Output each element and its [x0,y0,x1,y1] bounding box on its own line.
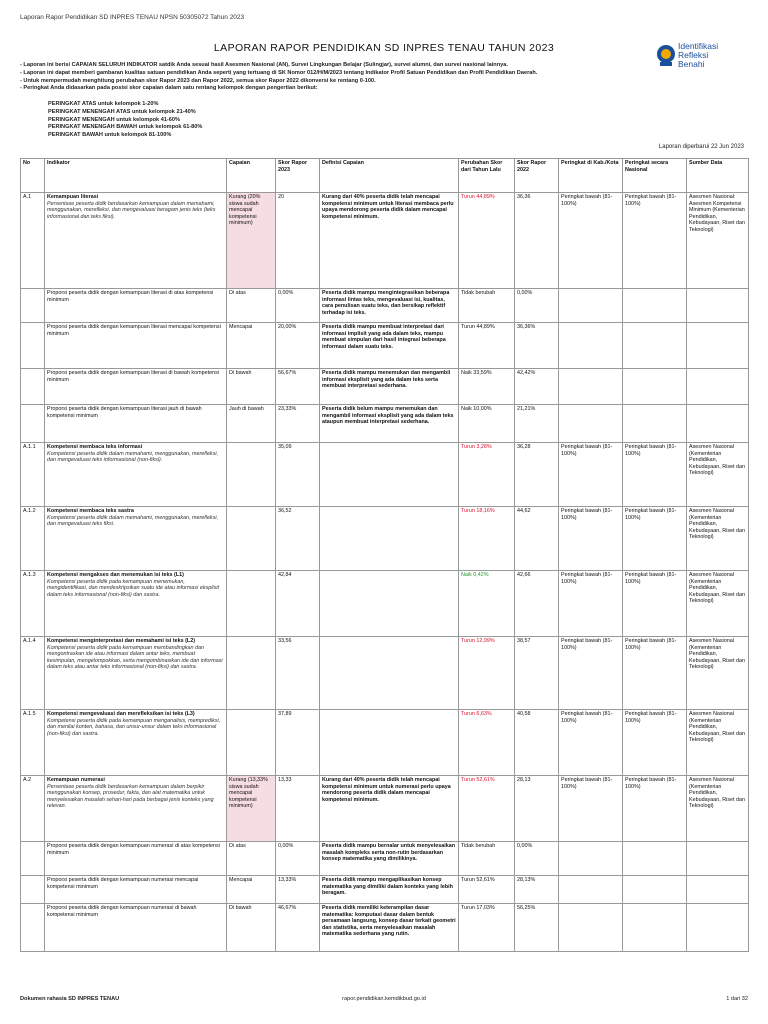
header-capaian: Capaian [227,159,276,193]
cell-peringkat-kab [559,289,623,323]
logo-word-3: Benahi [678,59,705,69]
table-row [21,289,749,323]
cell-skor-2023: 23,33% [276,405,320,443]
table-row [21,710,749,776]
cell-skor-2023: 36,52 [276,507,320,571]
ranking-level: PERINGKAT MENENGAH ATAS untuk kelompok 21-40% [48,108,196,115]
footer-site [0,996,768,1002]
cell-peringkat-kab [559,323,623,369]
footer-left-text: Dokumen rahasia SD INPRES TENAU [20,996,120,1002]
cell-perubahan: Turun 17,03% [459,904,515,952]
header-perubahan: Perubahan Skor dari Tahun Lalu [459,159,515,193]
indicator-title: Proporsi peserta didik dengan kemampuan literasi di atas kompetensi minimum [47,290,214,303]
cell-skor-2022: 36,36% [515,323,559,369]
intro-note: - Peringkat Anda didasarkan pada posisi skor capaian dalam satu rentang kelompok dengan pengertian berikut: [20,85,318,92]
header-no: No [21,159,45,193]
cell-definisi: Kurang dari 40% peserta didik telah mencapai kompetensi minimum untuk numerasi perlu upaya mendorong peserta didik dalam mencapai kompetensi minimum. [320,776,459,842]
cell-capaian [227,507,276,571]
page-title: LAPORAN RAPOR PENDIDIKAN SD INPRES TENAU TAHUN 2023 [213,42,555,54]
cell-indikator [45,637,227,710]
header-peringkat-kab: Peringkat di Kab./Kota [559,159,623,193]
cell-definisi: Peserta didik memiliki keterampilan dasar matematika: komputasi dasar dalam bentuk persamaan langsung, konsep dasar terkait geometri dan statistika, serta menyelesaikan masalah matematika sederhana yang rutin. [320,904,459,952]
header-definisi: Definisi Capaian [320,159,459,193]
cell-definisi: Peserta didik mampu mengintegrasikan beberapa informasi lintas teks, mengevaluasi isi, kualitas, cara penulisan suatu teks, dan bersikap reflektif terhadap isi teks. [320,289,459,323]
cell-peringkat-nasional: Peringkat bawah (81-100%) [623,571,687,637]
cell-no [21,369,45,405]
cell-capaian: Mencapai [227,323,276,369]
cell-skor-2023: 0,00% [276,842,320,876]
cell-indikator [45,842,227,876]
cell-capaian: Di atas [227,289,276,323]
cell-perubahan: Turun 52,61% [459,876,515,904]
cell-perubahan: Turun 18,16% [459,507,515,571]
cell-sumber-data [687,405,749,443]
cell-perubahan: Tidak berubah [459,842,515,876]
table-row [21,323,749,369]
indicator-title: Kemampuan numerasi [47,777,105,783]
cell-capaian [227,710,276,776]
cell-definisi [320,443,459,507]
cell-peringkat-kab: Peringkat bawah (81-100%) [559,710,623,776]
ranking-level: PERINGKAT MENENGAH untuk kelompok 41-60% [48,116,180,123]
cell-no [21,842,45,876]
cell-peringkat-nasional [623,323,687,369]
table-row [21,369,749,405]
cell-no: A.1.3 [21,571,45,637]
cell-sumber-data [687,842,749,876]
table-row [21,507,749,571]
cell-capaian: Kurang (20% siswa sudah mencapai kompetensi minimum) [227,193,276,289]
cell-sumber-data [687,904,749,952]
cell-indikator [45,289,227,323]
table-row [21,842,749,876]
cell-indikator [45,876,227,904]
cell-indikator [45,507,227,571]
cell-skor-2022: 56,25% [515,904,559,952]
intro-notes [20,62,660,93]
indicator-description: Kompetensi peserta didik dalam memahami, menggunakan, merefleksi, dan mengevaluasi teks informasional (non-fiksi). [47,450,219,464]
cell-skor-2022: 36,36 [515,193,559,289]
indicator-title: Proporsi peserta didik dengan kemampuan numerasi di atas kompetensi minimum [47,843,220,856]
cell-capaian [227,571,276,637]
indicator-description: Persentase peserta didik berdasarkan kemampuan dalam berpikir menggunakan konsep, prosedur, fakta, dan alat matematika untuk menyelesaikan masalah sehari-hari pada berbagai jenis konteks yang relevan. [47,783,214,810]
updated-date: Laporan diperbarui 22 Jun 2023 [658,144,744,150]
cell-perubahan: Naik 10,00% [459,405,515,443]
ranking-levels [48,101,202,140]
cell-capaian [227,443,276,507]
cell-sumber-data [687,876,749,904]
cell-skor-2023: 20 [276,193,320,289]
cell-sumber-data: Asesmen Nasional (Kementerian Pendidikan, Kebudayaan, Riset dan Teknologi) [687,507,749,571]
cell-perubahan: Naik 0,42% [459,571,515,637]
cell-peringkat-nasional: Peringkat bawah (81-100%) [623,637,687,710]
cell-indikator [45,443,227,507]
cell-skor-2022: 21,21% [515,405,559,443]
cell-skor-2023: 37,89 [276,710,320,776]
table-row [21,876,749,904]
cell-peringkat-kab [559,842,623,876]
cell-definisi [320,507,459,571]
header-sumber-data: Sumber Data [687,159,749,193]
header-peringkat-nasional: Peringkat secara Nasional [623,159,687,193]
cell-indikator [45,323,227,369]
cell-definisi: Peserta didik mampu membuat interpretasi dari informasi implisit yang ada dalam teks, mampu membuat simpulan dari hasil integrasi beberapa informasi dalam suatu teks. [320,323,459,369]
ranking-level: PERINGKAT MENENGAH BAWAH untuk kelompok 61-80% [48,124,203,131]
cell-definisi: Peserta didik mampu bernalar untuk menyelesaikan masalah kompleks serta non-rutin berdasarkan konsep matematika yang dimilikinya. [320,842,459,876]
cell-skor-2022: 0,00% [515,842,559,876]
cell-indikator [45,710,227,776]
table-header-row [21,159,749,193]
cell-no [21,405,45,443]
header-indikator: Indikator [45,159,227,193]
cell-sumber-data [687,369,749,405]
indicator-title: Proporsi peserta didik dengan kemampuan literasi mencapai kompetensi minimum [47,324,221,337]
cell-skor-2022: 42,66 [515,571,559,637]
cell-no [21,323,45,369]
cell-sumber-data: Asesmen Nasional (Kementerian Pendidikan, Kebudayaan, Riset dan Teknologi) [687,710,749,776]
cell-peringkat-kab: Peringkat bawah (81-100%) [559,637,623,710]
cell-no: A.1.1 [21,443,45,507]
cell-skor-2023: 13,33% [276,876,320,904]
indicator-description: Persentase peserta didik berdasarkan kemampuan dalam memahami, menggunakan, merefleksi, dan mengevaluasi beragam jenis teks (teks informasional dan teks fiksi). [47,200,216,220]
cell-peringkat-kab: Peringkat bawah (81-100%) [559,193,623,289]
cell-definisi [320,571,459,637]
cell-sumber-data: Asesmen Nasional (Kementerian Pendidikan, Kebudayaan, Riset dan Teknologi) [687,571,749,637]
cell-skor-2022: 28,13% [515,876,559,904]
indicator-title: Proporsi peserta didik dengan kemampuan numerasi mencapai kompetensi minimum [47,877,199,890]
cell-peringkat-nasional [623,876,687,904]
cell-perubahan: Turun 52,61% [459,776,515,842]
indicator-title: Kompetensi membaca teks sastra [47,508,134,514]
cell-peringkat-nasional [623,289,687,323]
cell-capaian: Di atas [227,842,276,876]
cell-peringkat-kab [559,904,623,952]
cell-indikator [45,776,227,842]
cell-skor-2022: 38,57 [515,637,559,710]
cell-skor-2023: 46,67% [276,904,320,952]
logo-word-1: Identifikasi [678,41,719,51]
cell-definisi: Peserta didik belum mampu menemukan dan mengambil informasi eksplisit yang ada dalam teks ataupun membuat interpretasi sederhana. [320,405,459,443]
cell-capaian: Jauh di bawah [227,405,276,443]
cell-definisi: Peserta didik mampu mengaplikasikan konsep matematika yang dimiliki dalam konteks yang lebih beragam. [320,876,459,904]
cell-indikator [45,904,227,952]
logo-word-2: Refleksi [678,50,709,60]
cell-perubahan: Turun 3,28% [459,443,515,507]
cell-peringkat-nasional [623,842,687,876]
cell-skor-2023: 42,84 [276,571,320,637]
cell-skor-2022: 28,13 [515,776,559,842]
cell-perubahan: Tidak berubah [459,289,515,323]
indicator-title: Kompetensi membaca teks informasi [47,444,143,450]
table-row [21,571,749,637]
cell-no [21,289,45,323]
cell-skor-2022: 36,28 [515,443,559,507]
cell-skor-2023: 33,56 [276,637,320,710]
header-skor-2022: Skor Rapor 2022 [515,159,559,193]
ranking-level: PERINGKAT BAWAH untuk kelompok 81-100% [48,132,172,139]
cell-sumber-data: Asesmen Nasional (Kementerian Pendidikan, Kebudayaan, Riset dan Teknologi) [687,776,749,842]
cell-sumber-data: Asesmen Nasional (Kementerian Pendidikan, Kebudayaan, Riset dan Teknologi) [687,443,749,507]
cell-skor-2023: 0,00% [276,289,320,323]
indicator-title: Proporsi peserta didik dengan kemampuan literasi di bawah kompetensi minimum [47,370,219,383]
indicator-description: Kompetensi peserta didik pada kemampuan menganalisis, memprediksi, dan menilai konten, bahasa, dan unsur-unsur dalam teks informasional (non-fiksi) dan sastra. [47,717,221,737]
cell-peringkat-nasional [623,904,687,952]
cell-no: A.1.4 [21,637,45,710]
cell-peringkat-kab: Peringkat bawah (81-100%) [559,443,623,507]
cell-skor-2023: 20,00% [276,323,320,369]
cell-capaian: Kurang (13,33% siswa sudah mencapai kompetensi minimum) [227,776,276,842]
cell-capaian: Di bawah [227,904,276,952]
cell-peringkat-nasional [623,405,687,443]
indicator-description: Kompetensi peserta didik dalam memahami, menggunakan, merefleksi, dan mengevaluasi teks fiksi. [47,514,219,528]
header-skor-2023: Skor Rapor 2023 [276,159,320,193]
cell-perubahan: Turun 6,63% [459,710,515,776]
indicator-description: Kompetensi peserta didik pada kemampuan menemukan, mengidentifikasi, dan mendeskripsikan suatu ide atau informasi eksplisit dalam teks informasional (non-fiksi) dan sastra. [47,578,219,598]
cell-skor-2022: 0,00% [515,289,559,323]
cell-skor-2022: 40,58 [515,710,559,776]
cell-peringkat-kab [559,405,623,443]
cell-skor-2023: 56,67% [276,369,320,405]
cell-sumber-data [687,289,749,323]
cell-peringkat-kab: Peringkat bawah (81-100%) [559,571,623,637]
indicator-table [20,158,749,952]
cell-no: A.1.5 [21,710,45,776]
cell-sumber-data: Asesmen Nasional (Kementerian Pendidikan, Kebudayaan, Riset dan Teknologi) [687,637,749,710]
table-row [21,193,749,289]
cell-peringkat-nasional: Peringkat bawah (81-100%) [623,507,687,571]
footer-page-number [726,996,748,1002]
table-row [21,776,749,842]
intro-note: - Untuk mempermudah menghitung perubahan skor Rapor 2023 dan Rapor 2022, semua skor Rapor 2022 dikonversi ke rentang 0-100. [20,77,376,84]
cell-perubahan: Turun 44,89% [459,323,515,369]
table-row [21,443,749,507]
cell-definisi [320,637,459,710]
indicator-description: Kompetensi peserta didik pada kemampuan membandingkan dan mengontraskan ide atau informasi dalam antar teks, membuat kesimpulan, mengelompokkan, serta mengombinasikan ide dan informasi dalam teks atau antar teks informasional (non-fiksi) dan sastra. [47,644,223,671]
cell-peringkat-kab: Peringkat bawah (81-100%) [559,776,623,842]
indicator-title: Proporsi peserta didik dengan kemampuan numerasi di bawah kompetensi minimum [47,905,197,918]
cell-capaian [227,637,276,710]
indicator-title: Kompetensi menginterpretasi dan memahami isi teks (L2) [47,638,195,644]
cell-no: A.2 [21,776,45,842]
indicator-title: Kemampuan literasi [47,194,99,200]
cell-definisi [320,710,459,776]
table-row [21,637,749,710]
cell-peringkat-nasional: Peringkat bawah (81-100%) [623,193,687,289]
cell-no [21,876,45,904]
footer-center-text: rapor.pendidikan.kemdikbud.go.id [342,996,426,1002]
cell-indikator [45,193,227,289]
cell-sumber-data [687,323,749,369]
ranking-level: PERINGKAT ATAS untuk kelompok 1-20% [48,101,159,107]
cell-perubahan: Turun 12,99% [459,637,515,710]
cell-skor-2022: 44,62 [515,507,559,571]
cell-no: A.1 [21,193,45,289]
cell-indikator [45,369,227,405]
indicator-title: Proporsi peserta didik dengan kemampuan literasi jauh di bawah kompetensi minimum [47,406,202,419]
cell-skor-2023: 13,33 [276,776,320,842]
cell-peringkat-nasional: Peringkat bawah (81-100%) [623,776,687,842]
intro-note: - Laporan ini dapat memberi gambaran kualitas satuan pendidikan Anda seperti yang tertuang di SK Nomor 012/H/M/2023 tentang Indikator Profil Satuan Pendidikan dan Profil Pendidikan Daerah. [20,69,538,76]
cell-perubahan: Turun 44,89% [459,193,515,289]
cell-no: A.1.2 [21,507,45,571]
table-row [21,405,749,443]
cell-peringkat-nasional: Peringkat bawah (81-100%) [623,443,687,507]
cell-peringkat-nasional: Peringkat bawah (81-100%) [623,710,687,776]
cell-skor-2023: 35,09 [276,443,320,507]
cell-perubahan: Naik 33,59% [459,369,515,405]
cell-skor-2022: 42,42% [515,369,559,405]
cell-definisi: Kurang dari 40% peserta didik telah mencapai kompetensi minimum untuk literasi membaca perlu upaya mendorong peserta didik dalam mencapai kompetensi minimum. [320,193,459,289]
indicator-title: Kompetensi mengevaluasi dan merefleksikan isi teks (L3) [47,711,195,717]
footer-right-text: 1 dari 32 [726,996,748,1002]
cell-peringkat-kab [559,369,623,405]
cell-peringkat-kab [559,876,623,904]
kemdikbud-logo [656,40,748,76]
indicator-title: Kompetensi mengakses dan menemukan isi teks (L1) [47,572,184,578]
table-row [21,904,749,952]
cell-peringkat-nasional [623,369,687,405]
cell-sumber-data: Asesmen Nasional: Asesmen Kompetensi Minimum (Kementerian Pendidikan, Kebudayaan, Riset dan Teknologi) [687,193,749,289]
cell-no [21,904,45,952]
cell-peringkat-kab: Peringkat bawah (81-100%) [559,507,623,571]
intro-note: - Laporan ini berisi CAPAIAN SELURUH INDIKATOR satdik Anda sesuai hasil Asesmen Nasional (AN), Survei Lingkungan Belajar (Sulingjar), survei alumni, dan survei nasional lainnya. [20,62,508,68]
cell-indikator [45,405,227,443]
document-header-line: Laporan Rapor Pendidikan SD INPRES TENAU NPSN 50305072 Tahun 2023 [20,14,245,21]
cell-indikator [45,571,227,637]
cell-capaian: Mencapai [227,876,276,904]
cell-definisi: Peserta didik mampu menemukan dan mengambil informasi eksplisit yang ada dalam teks serta membuat interpretasi sederhana. [320,369,459,405]
cell-capaian: Di bawah [227,369,276,405]
